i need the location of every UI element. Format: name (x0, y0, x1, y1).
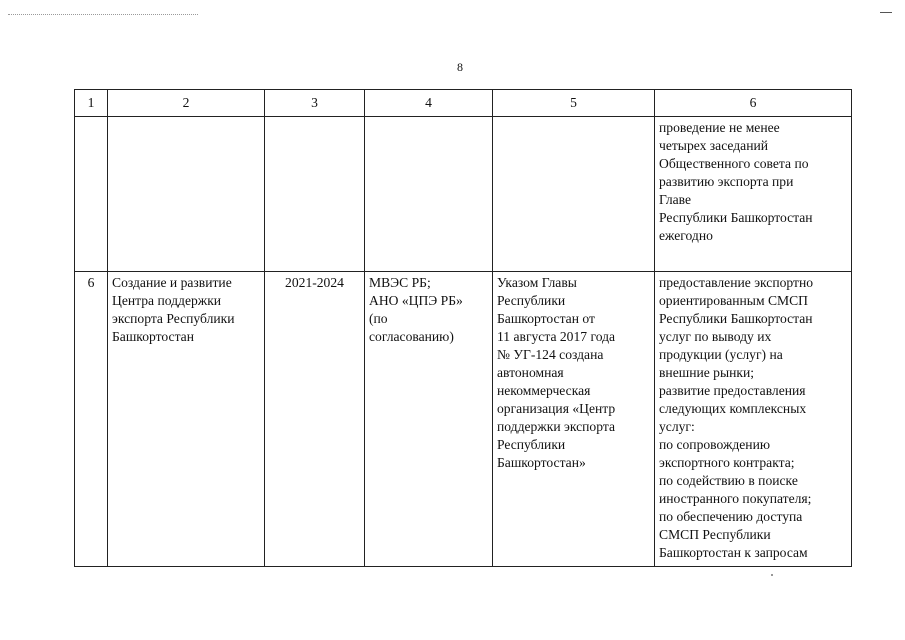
scan-speck (771, 574, 773, 576)
table-header-row (75, 90, 852, 117)
column-header: 5 (493, 90, 655, 117)
results-cell: проведение не менее четырех заседаний Общественного совета по развитию экспорта при Главе Республики Башкортостан ежегодно (655, 117, 852, 272)
basis-cell: Указом Главы Республики Башкортостан от 11 августа 2017 года № УГ-124 создана автономная некоммерческая организация «Центр поддержки экспорта Республики Башкортостан» (493, 272, 655, 567)
column-header: 2 (108, 90, 265, 117)
column-header: 3 (265, 90, 365, 117)
executors-cell (365, 117, 493, 272)
column-header: 6 (655, 90, 852, 117)
basis-cell (493, 117, 655, 272)
scan-artifact-mark (880, 12, 892, 13)
document-table (74, 89, 852, 567)
period-cell (265, 117, 365, 272)
column-header: 1 (75, 90, 108, 117)
table-row (75, 117, 852, 272)
measure-name-cell: Создание и развитие Центра поддержки экспорта Республики Башкортостан (108, 272, 265, 567)
period-cell: 2021-2024 (265, 272, 365, 567)
table-row (75, 272, 852, 567)
scan-artifact-line (8, 14, 198, 15)
executors-cell: МВЭС РБ; АНО «ЦПЭ РБ» (по согласованию) (365, 272, 493, 567)
measure-name-cell (108, 117, 265, 272)
results-cell: предоставление экспортно ориентированным СМСП Республики Башкортостан услуг по выводу их продукции (услуг) на внешние рынки; развитие предоставления следующих комплексных услуг: по сопровождению экспортного контракта; по содействию в поиске иностранного покупателя; по обеспечению доступа СМСП Республики Башкортостан к запросам (655, 272, 852, 567)
column-header: 4 (365, 90, 493, 117)
row-number-cell: 6 (75, 272, 108, 567)
row-number-cell (75, 117, 108, 272)
page-number: 8 (457, 60, 463, 74)
